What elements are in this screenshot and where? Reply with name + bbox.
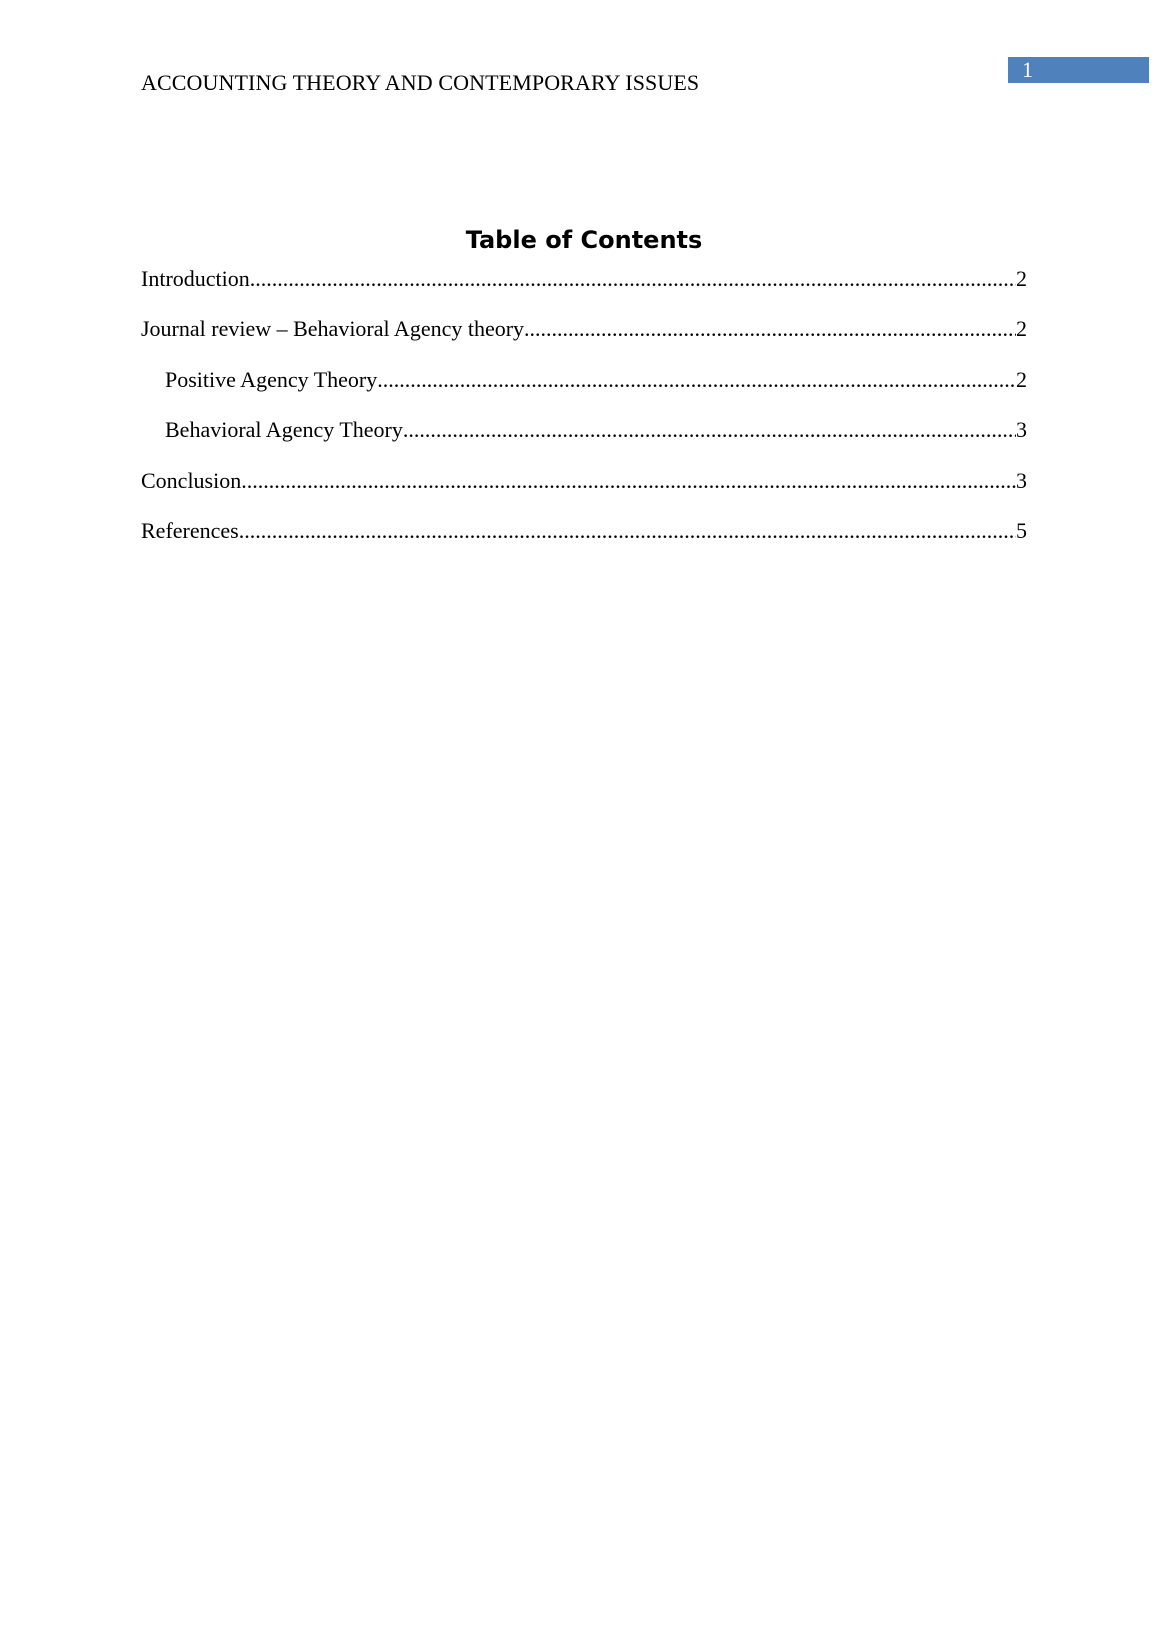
toc-dot-leader: [250, 264, 1016, 294]
toc-heading: Table of Contents: [465, 226, 703, 254]
toc-entry-behavioral-agency-theory[interactable]: [141, 415, 1027, 465]
toc-entry-text: Introduction: [141, 266, 250, 291]
toc-entry-introduction[interactable]: [141, 264, 1027, 314]
toc-entry-text: Conclusion: [141, 467, 242, 493]
running-header-title: ACCOUNTING THEORY AND CONTEMPORARY ISSUES: [141, 70, 700, 95]
toc-entry-page: 2: [1016, 266, 1027, 291]
toc-entry-page: 5: [1016, 517, 1027, 543]
toc-entry-text: Journal review – Behavioral Agency theory: [141, 316, 525, 342]
toc-dot-leader: [241, 466, 1016, 496]
page-number: 1: [1022, 57, 1033, 82]
toc-entry-page: 3: [1016, 467, 1027, 493]
toc-entry-page: 3: [1016, 417, 1027, 443]
toc-entry-page: 2: [1016, 366, 1027, 392]
toc-entry-conclusion[interactable]: [141, 466, 1027, 516]
toc-entry-references[interactable]: [141, 516, 1027, 566]
page-number-badge: [1008, 57, 1149, 83]
toc-entry-text: Behavioral Agency Theory: [165, 417, 403, 443]
toc-entry-text: Positive Agency Theory: [165, 366, 378, 392]
table-of-contents: [141, 264, 1027, 566]
toc-dot-leader: [403, 415, 1016, 445]
toc-entry-page: 2: [1016, 316, 1027, 342]
toc-entry-positive-agency-theory[interactable]: [141, 365, 1027, 415]
toc-dot-leader: [377, 365, 1016, 395]
toc-entry-text: References: [141, 517, 239, 543]
toc-entry-journal-review[interactable]: [141, 314, 1027, 364]
toc-dot-leader: [239, 516, 1016, 546]
toc-dot-leader: [524, 314, 1016, 344]
